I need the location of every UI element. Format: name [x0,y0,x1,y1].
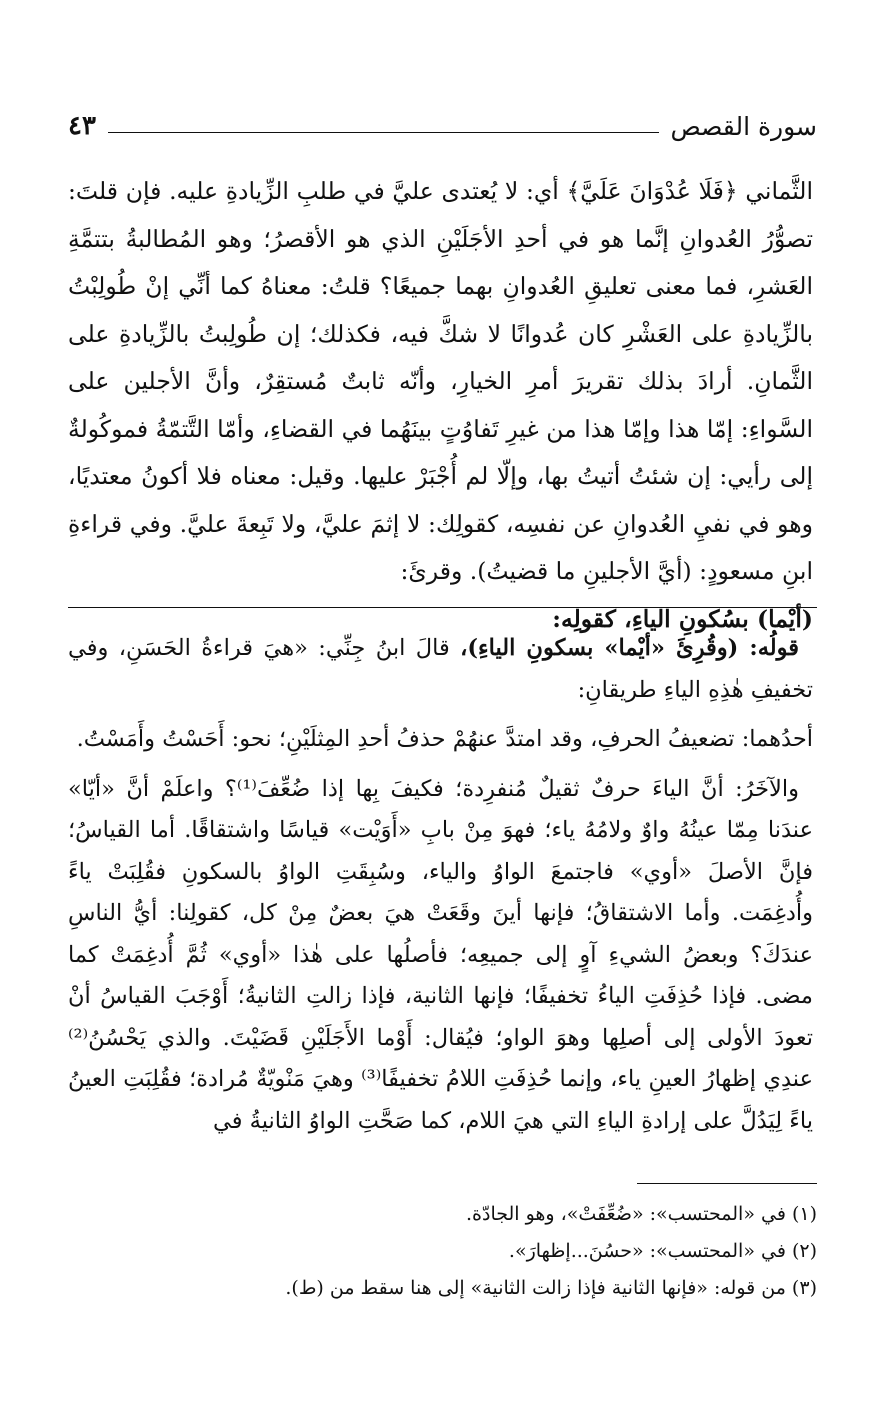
footnotes [68,1196,817,1307]
footnote-1: (١) في «المحتسب»: «ضُعِّفَتْ»، وهو الجادّة. [465,1203,817,1225]
header-rule [108,132,659,133]
commentary-text [68,628,813,1150]
footnote-3: (٣) من قوله: «فإنها الثانية فإذا زالت الثانية» إلى هنا سقط من (ط). [285,1277,817,1299]
footnote-2: (٢) في «المحتسب»: «حسُنَ...إظهارَ». [508,1240,817,1262]
page-number: ٤٣ [68,111,96,141]
main-text [68,168,813,643]
commentary-lemma: قولُه: (وقُرِئَ «أيْما» بسكونِ الياءِ)، [460,635,799,661]
commentary-paragraph-3: والآخَرُ: أنَّ الياءَ حرفٌ ثقيلٌ مُنفرِدة؛ فكيفَ بِها إذا ضُعِّفَ⁽¹⁾؟ واعلَمْ أنَّ «أيّا» عندَنا مِمّا عينُهُ واوٌ ولامُهُ ياء؛ فهوَ مِنْ بابِ «أَوَيْت» قياسًا واشتقاقًا. أما القياسُ؛ فإنَّ الأصلَ «أوي» فاجتمعَ الواوُ والياء، وسُبِقَتِ الواوُ بالسكونِ فقُلِبَتْ ياءً وأُدغِمَت. وأما الاشتقاقُ؛ فإنها أينَ وقَعَتْ هيَ بعضٌ مِنْ كل، كقولِنا: أيُّ الناسِ عندَكَ؟ وبعضُ الشيءِ آوٍ إلى جميعِه؛ فأصلُها على هٰذا «أوي» ثُمَّ أُدغِمَتْ كما مضى. فإذا حُذِفَتِ الياءُ تخفيفًا؛ فإنها الثانية، فإذا زالتِ الثانيةُ؛ أَوْجَبَ القياسُ أنْ تعودَ الأولى إلى أصلِها وهوَ الواو؛ فيُقال: أَوْما الأَجَلَيْنِ قَضَيْتَ. والذي يَحْسُنُ⁽²⁾ عندِي إظهارُ العينِ ياء، وإنما حُذِفَتِ اللامُ تخفيفًا⁽³⁾ وهيَ مَنْويّةٌ مُرادة؛ فقُلِبَتِ العينُ ياءً لِيَدُلَّ على إرادةِ الياءِ التي هيَ اللام، كما صَحَّتِ الواوُ الثانيةُ في [68,775,813,1134]
commentary-paragraph-1-text: قالَ ابنُ جِنِّي: «هيَ قراءةُ الحَسَنِ، وفي تخفيفِ هٰذِهِ الياءِ طريقانِ: [68,635,813,703]
commentary-paragraph-2: أحدُهما: تضعيفُ الحرفِ، وقد امتدَّ عنهُمْ حذفُ أحدِ المِثلَيْنِ؛ نحو: أَحَسْتُ وأَمَسْتُ. [76,726,813,752]
section-divider [68,607,817,608]
page-header [68,106,817,146]
running-title: سورة القصص [670,111,817,141]
commentary-paragraph-1 [68,628,813,711]
main-paragraph-last-line: (أيْما) بسُكونِ الياءِ، كقولِه: [552,604,813,633]
main-paragraph: الثَّماني ﴿فَلَا عُدْوَانَ عَلَيَّ﴾ أي: لا يُعتدى عليَّ في طلبِ الزِّيادةِ عليه. فإن قلتَ: تصوُّرُ العُدوانِ إنَّما هو في أحدِ الأجَلَيْنِ الذي هو الأقصرُ؛ وهو المُطالبةُ بتتمَّةِ العَشرِ، فما معنى تعليقِ العُدوانِ بهما جميعًا؟ قلتُ: معناهُ كما أنِّي إنْ طُولِبْتُ بالزِّيادةِ على العَشْرِ كان عُدوانًا لا شكَّ فيه، فكذلك؛ إن طُولِبتُ بالزِّيادةِ على الثَّمانِ. أرادَ بذلك تقريرَ أمرِ الخيارِ، وأنّه ثابتٌ مُستقِرٌ، وأنَّ الأجلين على السَّواءِ: إمّا هذا وإمّا هذا من غيرِ تَفاوُتٍ بينَهُما في القضاءِ، وأمّا التَّتمّةُ فموكُولةٌ إلى رأيي: إن شئتُ أتيتُ بها، وإلّا لم أُجْبَرْ عليها. وقيل: معناه فلا أكونُ معتديًا، وهو في نفيِ العُدوانِ عن نفسِه، كقولِك: لا إثمَ عليَّ، ولا تَبِعةَ عليَّ. وفي قراءةِ ابنِ مسعودٍ: (أيَّ الأجلينِ ما قضيتُ). وقرئَ: [68,177,813,585]
footnote-rule [637,1183,817,1184]
